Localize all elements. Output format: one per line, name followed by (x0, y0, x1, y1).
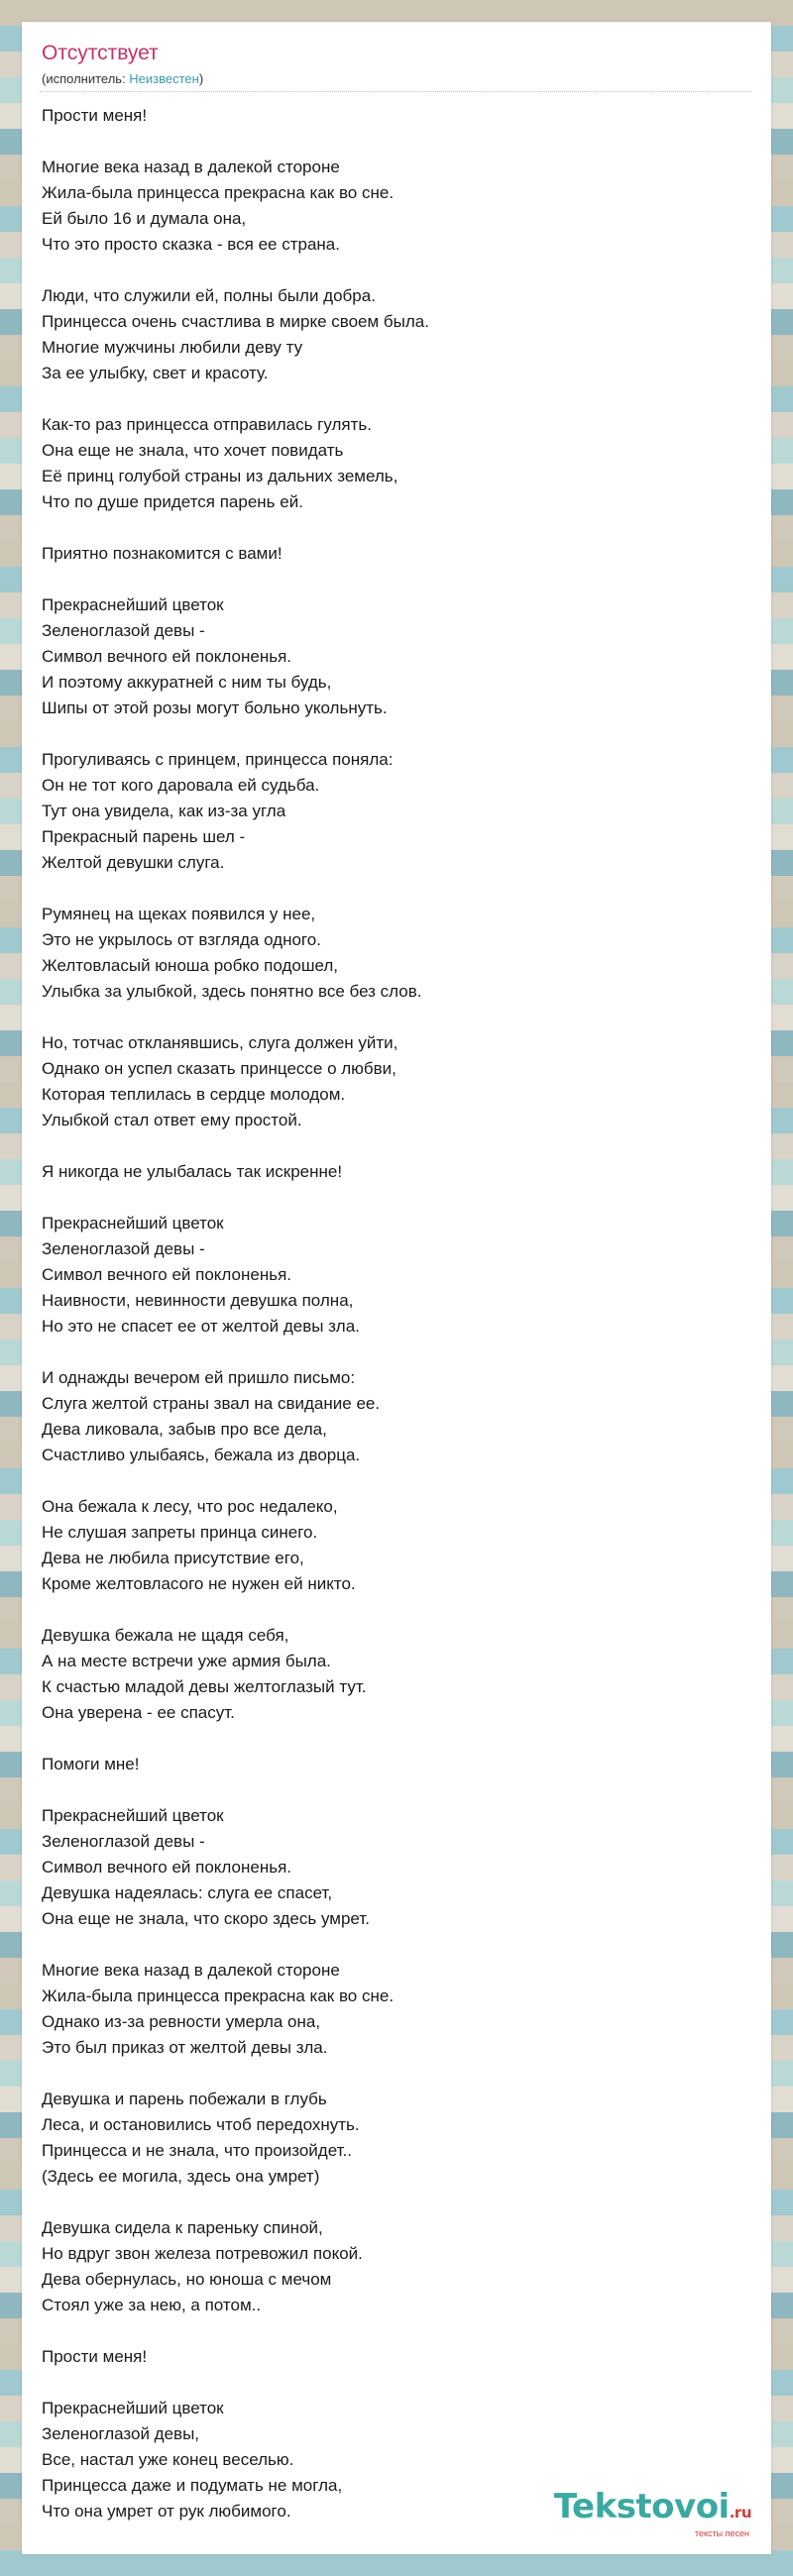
performer-prefix: (исполнитель: (42, 71, 130, 86)
lyrics-page (22, 22, 771, 2554)
performer-link[interactable]: Неизвестен (129, 71, 199, 86)
logo-tagline: тексты песен (694, 2528, 749, 2538)
divider (40, 91, 751, 92)
logo-domain: .ru (729, 2504, 751, 2522)
performer-suffix: ) (198, 71, 204, 86)
logo-wordmark (554, 2489, 751, 2530)
site-logo[interactable] (554, 2489, 751, 2538)
logo-name: Tekstovoi (553, 2487, 730, 2526)
performer-line (42, 71, 203, 86)
lyrics-text: Прости меня! Многие века назад в далекой стороне Жила-была принцесса прекрасна как во сне. Ей было 16 и думала она, Что это просто сказка - вся ее страна. Люди, что служили ей, полны были добра. Принцесса очень счастлива в мирке своем была. Многие мужчины любили деву ту За ее улыбку, свет и красоту. Как-то раз принцесса отправилась гулять. Она еще не знала, что хочет повидать Её принц голубой страны из дальних земель, Что по душе придется парень ей. Приятно познакомится с вами! Прекраснейший цветок Зеленоглазой девы - Символ вечного ей поклоненья. И поэтому аккуратней с ним ты будь, Шипы от этой розы могут больно укольнуть. Прогуливаясь с принцем, принцесса поняла: Он не тот кого даровала ей судьба. Тут она увидела, как из-за угла Прекрасный парень шел - Желтой девушки слуга. Румянец на щеках появился у нее, Это не укрылось от взгляда одного. Желтовласый юноша робко подошел, Улыбка за улыбкой, здесь понятно все без слов. Но, тотчас откланявшись, слуга должен уйти, Однако он успел сказать принцессе о любви, Которая теплилась в сердце молодом. Улыбкой стал ответ ему простой. Я никогда не улыбалась так искренне! Прекраснейший цветок Зеленоглазой девы - Символ вечного ей поклоненья. Наивности, невинности девушка полна, Но это не спасет ее от желтой девы зла. И однажды вечером ей пришло письмо: Слуга желтой страны звал на свидание ее. Дева ликовала, забыв про все дела, Счастливо улыбаясь, бежала из дворца. Она бежала к лесу, что рос недалеко, Не слушая запреты принца синего. Дева не любила присутствие его, Кроме желтовласого не нужен ей никто. Девушка бежала не щадя себя, А на месте встречи уже армия была. К счастью младой девы желтоглазый тут. Она уверена - ее спасут. Помоги мне! Прекраснейший цветок Зеленоглазой девы - Символ вечного ей поклоненья. Девушка надеялась: слуга ее спасет, Она еще не знала, что скоро здесь умрет. Многие века назад в далекой стороне Жила-была принцесса прекрасна как во сне. Однако из-за ревности умерла она, Это был приказ от желтой девы зла. Девушка и парень побежали в глубь Леса, и остановились чтоб передохнуть. Принцесса и не знала, что произойдет.. (Здесь ее могила, здесь она умрет) Девушка сидела к пареньку спиной, Но вдруг звон железа потревожил покой. Дева обернулась, но юноша с мечом Стоял уже за нею, а потом.. Прости меня! Прекраснейший цветок Зеленоглазой девы, Все, настал уже конец веселью. Принцесса даже и подумать не могла, Что она умрет от рук любимого. (42, 106, 429, 2521)
song-title: Отсутствует (42, 42, 159, 64)
